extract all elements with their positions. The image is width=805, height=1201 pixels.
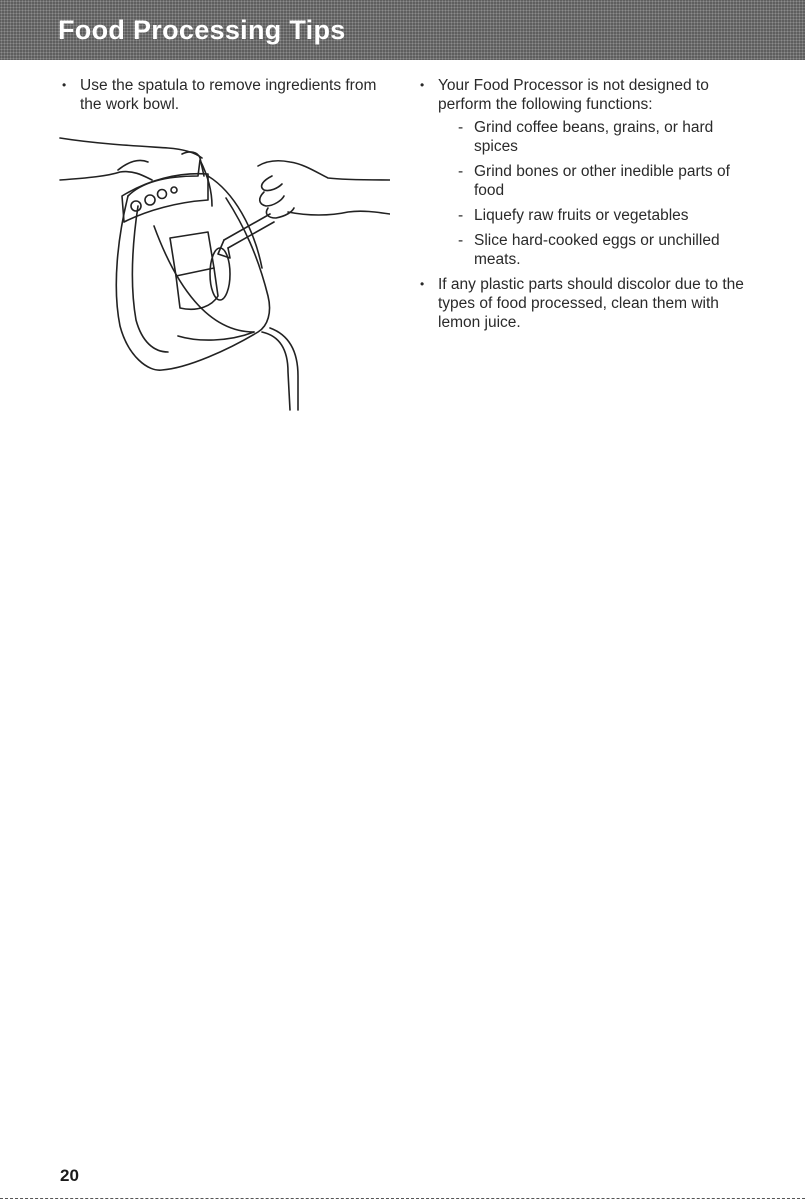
bullet-item [416,76,756,269]
bottom-divider [0,1198,805,1199]
bullet-text: Your Food Processor is not designed to perform the following functions: [438,77,709,113]
list-item: - Liquefy raw fruits or vegetables [458,207,689,224]
bullet-item [58,76,378,114]
sub-list [438,118,756,269]
hands-spatula-work-bowl-illustration [58,136,390,412]
list-item: - Grind bones or other inedible parts of food [458,163,730,199]
list-item: - Slice hard-cooked eggs or unchilled meats. [458,232,720,268]
bullet-icon: • [420,277,425,291]
list-item: - Grind coffee beans, grains, or hard spices [458,119,714,155]
right-column [416,76,756,336]
dash-icon: - [458,232,464,249]
dash-icon: - [458,207,464,224]
bullet-text: Use the spatula to remove ingredients from the work bowl. [80,77,377,113]
bullet-icon: • [420,78,425,92]
bullet-icon: • [62,78,67,92]
left-column [58,76,378,118]
bullet-text: If any plastic parts should discolor due to the types of food processed, clean them with lemon juice. [438,276,744,331]
dash-icon: - [458,119,464,136]
section-title: Food Processing Tips [58,15,346,45]
dash-icon: - [458,163,464,180]
section-header-banner [0,0,805,60]
page-number: 20 [60,1166,79,1185]
bullet-item [416,275,756,332]
